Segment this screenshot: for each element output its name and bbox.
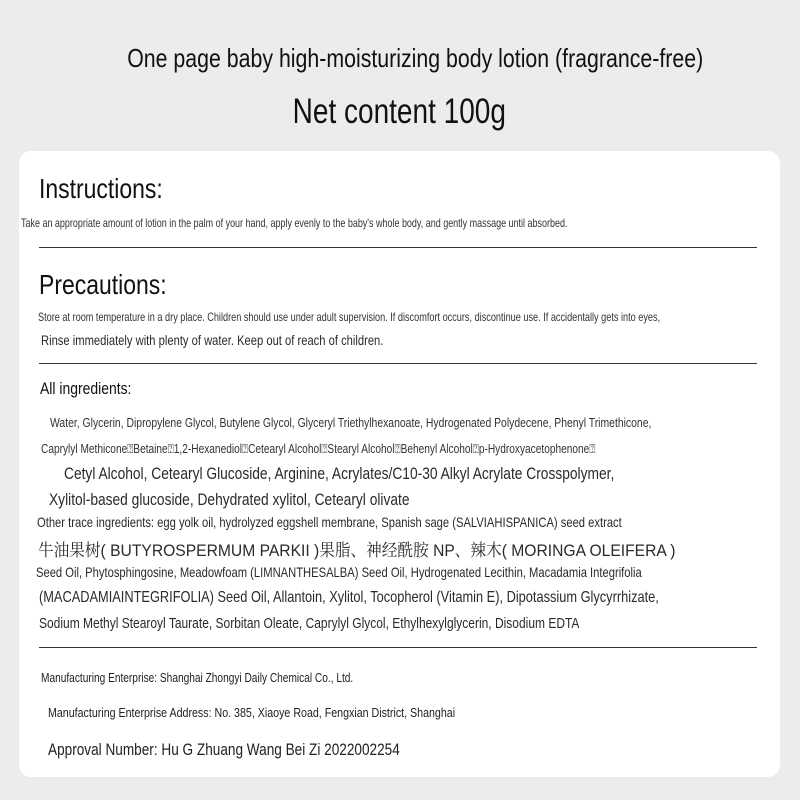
manufacturer-address: Manufacturing Enterprise Address: No. 385, Xiaoye Road, Fengxian District, Shanghai [48, 705, 456, 720]
ingredients-line: Other trace ingredients: egg yolk oil, hydrolyzed eggshell membrane, Spanish sage (SALVIAHISPANICA) seed extract [37, 514, 622, 530]
instructions-text: Take an appropriate amount of lotion in the palm of your hand, apply evenly to the baby's whole body, and gently massage until absorbed. [21, 216, 568, 230]
ingredients-heading: All ingredients: [40, 379, 132, 398]
label-card [19, 151, 780, 777]
manufacturer-enterprise: Manufacturing Enterprise: Shanghai Zhongyi Daily Chemical Co., Ltd. [41, 670, 354, 685]
precautions-heading: Precautions: [39, 269, 167, 300]
ingredients-line: Water, Glycerin, Dipropylene Glycol, Butylene Glycol, Glyceryl Triethylhexanoate, Hydrogenated Polydecene, Phenyl Trimethicone, [50, 415, 652, 430]
ingredients-line: Caprylyl Methicone⍰Betaine⍰1,2-Hexanediol⍰Cetearyl Alcohol⍰Stearyl Alcohol⍰Behenyl Alcohol⍰p-Hydroxyacetophenone⍰ [41, 441, 596, 456]
approval-number: Approval Number: Hu G Zhuang Wang Bei Zi 2022002254 [48, 740, 400, 759]
net-content-text: Net content 100g [292, 92, 506, 131]
divider [39, 247, 757, 248]
ingredients-line: 牛油果树( BUTYROSPERMUM PARKII )果脂、神经酰胺 NP、辣木( MORINGA OLEIFERA ) [38, 541, 676, 560]
divider [39, 647, 757, 648]
ingredients-line: (MACADAMIAINTEGRIFOLIA) Seed Oil, Allantoin, Xylitol, Tocopherol (Vitamin E), Dipotassium Glycyrrhizate, [39, 589, 659, 606]
ingredients-line: Xylitol-based glucoside, Dehydrated xylitol, Cetearyl olivate [49, 490, 410, 509]
product-title-text: One page baby high-moisturizing body lotion (fragrance-free) [127, 43, 703, 73]
ingredients-line: Sodium Methyl Stearoyl Taurate, Sorbitan Oleate, Caprylyl Glycol, Ethylhexylglycerin, Disodium EDTA [39, 615, 580, 632]
product-title [0, 43, 800, 74]
ingredients-line: Seed Oil, Phytosphingosine, Meadowfoam (LIMNANTHESALBA) Seed Oil, Hydrogenated Lecithin, Macadamia Integrifolia [36, 564, 642, 580]
ingredients-line: Cetyl Alcohol, Cetearyl Glucoside, Arginine, Acrylates/C10-30 Alkyl Acrylate Crosspolymer, [64, 464, 615, 483]
instructions-heading: Instructions: [39, 173, 163, 204]
precautions-line: Store at room temperature in a dry place. Children should use under adult supervision. If discomfort occurs, discontinue use. If accidentally gets into eyes, [38, 310, 661, 324]
precautions-line: Rinse immediately with plenty of water. Keep out of reach of children. [41, 332, 384, 348]
divider [39, 363, 757, 364]
net-content [0, 92, 798, 132]
